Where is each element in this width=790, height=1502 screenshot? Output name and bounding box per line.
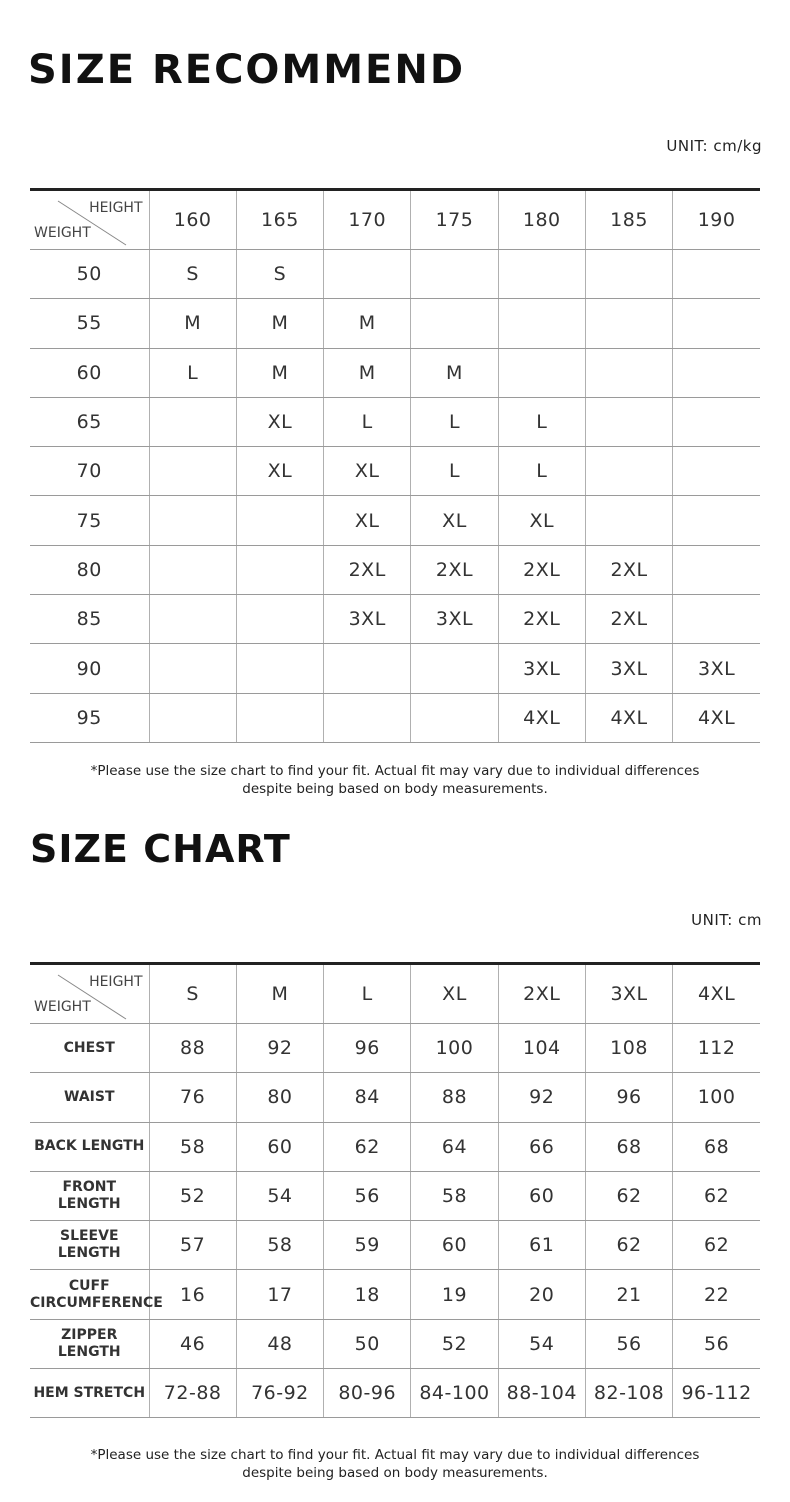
- height-column-header: 185: [585, 190, 672, 250]
- recommend-row: [30, 496, 760, 545]
- size-cell: 4XL: [673, 693, 760, 742]
- measurement-label: [30, 1171, 149, 1220]
- corner-weight-label: WEIGHT: [34, 999, 91, 1015]
- measurement-label: [30, 1270, 163, 1319]
- measurement-value: 57: [149, 1221, 236, 1270]
- measurement-value: 19: [411, 1270, 498, 1319]
- size-cell: [673, 545, 760, 594]
- measurement-label: [30, 1073, 149, 1122]
- weight-row-label: 75: [30, 496, 149, 545]
- size-cell: 2XL: [498, 545, 585, 594]
- size-cell: [149, 496, 236, 545]
- measurement-value: 17: [236, 1270, 323, 1319]
- corner-height-label: HEIGHT: [89, 200, 143, 216]
- size-cell: [498, 250, 585, 299]
- measurement-value: 58: [236, 1221, 323, 1270]
- measurement-label: [30, 1122, 149, 1171]
- size-cell: [149, 693, 236, 742]
- size-cell: S: [236, 250, 323, 299]
- measurement-value: 56: [324, 1171, 411, 1220]
- measurement-value: 60: [498, 1171, 585, 1220]
- size-cell: [585, 496, 672, 545]
- note-line: despite being based on body measurements.: [242, 1465, 548, 1481]
- size-cell: 2XL: [585, 545, 672, 594]
- size-column-header: S: [149, 964, 236, 1024]
- measurement-value: 56: [673, 1319, 760, 1368]
- size-cell: [324, 644, 411, 693]
- size-cell: [149, 644, 236, 693]
- measurement-label: [30, 1221, 149, 1270]
- size-recommend-title: SIZE RECOMMEND: [28, 47, 466, 93]
- recommend-row: [30, 397, 760, 446]
- size-cell: 2XL: [498, 595, 585, 644]
- size-cell: [585, 348, 672, 397]
- measurement-value: 59: [324, 1221, 411, 1270]
- recommend-fit-note: [0, 762, 790, 798]
- size-cell: [585, 250, 672, 299]
- measurement-value: 16: [149, 1270, 236, 1319]
- size-cell: [673, 397, 760, 446]
- size-cell: 2XL: [411, 545, 498, 594]
- recommend-row: [30, 595, 760, 644]
- measurement-value: 62: [673, 1221, 760, 1270]
- size-chart-table: [30, 962, 760, 1418]
- measurement-row: [30, 1270, 760, 1319]
- measurement-value: 60: [411, 1221, 498, 1270]
- measurement-value: 62: [324, 1122, 411, 1171]
- measurement-value: 96: [324, 1024, 411, 1073]
- size-cell: L: [324, 397, 411, 446]
- size-cell: [324, 250, 411, 299]
- measurement-value: 22: [673, 1270, 760, 1319]
- measurement-row: [30, 1073, 760, 1122]
- measurement-value: 88: [149, 1024, 236, 1073]
- size-cell: [236, 693, 323, 742]
- measurement-label-line: CUFF: [68, 1277, 110, 1294]
- size-cell: [149, 545, 236, 594]
- measurement-label-line: FRONT LENGTH: [57, 1179, 121, 1213]
- measurement-value: 50: [324, 1319, 411, 1368]
- measurement-value: 58: [411, 1171, 498, 1220]
- chart-fit-note: [0, 1446, 790, 1482]
- weight-row-label: 95: [30, 693, 149, 742]
- measurement-value: 84: [324, 1073, 411, 1122]
- measurement-value: 88: [411, 1073, 498, 1122]
- recommend-row: [30, 693, 760, 742]
- measurement-value: 46: [149, 1319, 236, 1368]
- size-cell: [236, 644, 323, 693]
- measurement-value: 56: [585, 1319, 672, 1368]
- size-cell: 3XL: [673, 644, 760, 693]
- size-cell: L: [411, 397, 498, 446]
- size-cell: M: [236, 348, 323, 397]
- size-cell: [324, 693, 411, 742]
- size-cell: L: [498, 397, 585, 446]
- weight-row-label: 80: [30, 545, 149, 594]
- size-recommend-table: [30, 188, 760, 743]
- size-cell: [411, 644, 498, 693]
- measurement-label-line: CIRCUMFERENCE: [30, 1294, 163, 1311]
- note-line: despite being based on body measurements.: [242, 781, 548, 797]
- measurement-value: 72-88: [149, 1369, 236, 1418]
- size-cell: [498, 348, 585, 397]
- measurement-label-line: CHEST: [63, 1039, 115, 1056]
- size-cell: M: [149, 299, 236, 348]
- measurement-label: [30, 1369, 149, 1418]
- chart-unit-label: UNIT: cm: [691, 911, 762, 929]
- recommend-row: [30, 545, 760, 594]
- measurement-value: 54: [498, 1319, 585, 1368]
- size-cell: 4XL: [498, 693, 585, 742]
- size-cell: S: [149, 250, 236, 299]
- size-cell: M: [324, 348, 411, 397]
- size-cell: 3XL: [498, 644, 585, 693]
- size-cell: L: [149, 348, 236, 397]
- measurement-value: 96-112: [673, 1369, 760, 1418]
- size-column-header: L: [324, 964, 411, 1024]
- height-column-header: 160: [149, 190, 236, 250]
- weight-row-label: 85: [30, 595, 149, 644]
- measurement-row: [30, 1122, 760, 1171]
- height-column-header: 175: [411, 190, 498, 250]
- height-column-header: 180: [498, 190, 585, 250]
- size-cell: [585, 447, 672, 496]
- size-column-header: M: [236, 964, 323, 1024]
- size-cell: [149, 595, 236, 644]
- measurement-label-line: HEM STRETCH: [33, 1384, 146, 1401]
- measurement-value: 96: [585, 1073, 672, 1122]
- size-chart-title: SIZE CHART: [30, 827, 291, 871]
- size-cell: [149, 447, 236, 496]
- measurement-value: 88-104: [498, 1369, 585, 1418]
- recommend-row: [30, 447, 760, 496]
- measurement-value: 20: [498, 1270, 585, 1319]
- measurement-value: 61: [498, 1221, 585, 1270]
- size-cell: 2XL: [585, 595, 672, 644]
- size-cell: [673, 447, 760, 496]
- size-cell: XL: [236, 447, 323, 496]
- size-cell: [585, 299, 672, 348]
- measurement-value: 21: [585, 1270, 672, 1319]
- size-cell: [411, 250, 498, 299]
- recommend-row: [30, 250, 760, 299]
- size-cell: [236, 545, 323, 594]
- corner-weight-label: WEIGHT: [34, 225, 91, 241]
- size-cell: XL: [236, 397, 323, 446]
- measurement-value: 62: [673, 1171, 760, 1220]
- weight-row-label: 65: [30, 397, 149, 446]
- size-cell: [498, 299, 585, 348]
- measurement-value: 104: [498, 1024, 585, 1073]
- size-cell: [411, 693, 498, 742]
- measurement-label: [30, 1319, 149, 1368]
- size-cell: [673, 496, 760, 545]
- note-line: *Please use the size chart to find your fit. Actual fit may vary due to individual differences: [90, 763, 700, 779]
- size-cell: [585, 397, 672, 446]
- size-cell: 2XL: [324, 545, 411, 594]
- size-cell: L: [411, 447, 498, 496]
- measurement-value: 18: [324, 1270, 411, 1319]
- measurement-value: 80: [236, 1073, 323, 1122]
- measurement-label-line: SLEEVE LENGTH: [57, 1228, 121, 1262]
- measurement-value: 92: [236, 1024, 323, 1073]
- size-cell: [673, 299, 760, 348]
- measurement-row: [30, 1221, 760, 1270]
- measurement-value: 100: [673, 1073, 760, 1122]
- size-column-header: 4XL: [673, 964, 760, 1024]
- size-column-header: XL: [411, 964, 498, 1024]
- size-cell: XL: [411, 496, 498, 545]
- measurement-row: [30, 1171, 760, 1220]
- measurement-value: 76-92: [236, 1369, 323, 1418]
- size-cell: M: [236, 299, 323, 348]
- size-cell: [673, 250, 760, 299]
- measurement-row: [30, 1319, 760, 1368]
- measurement-value: 84-100: [411, 1369, 498, 1418]
- measurement-value: 68: [585, 1122, 672, 1171]
- measurement-value: 100: [411, 1024, 498, 1073]
- height-column-header: 170: [324, 190, 411, 250]
- measurement-value: 52: [149, 1171, 236, 1220]
- size-cell: 3XL: [585, 644, 672, 693]
- measurement-value: 108: [585, 1024, 672, 1073]
- size-cell: 3XL: [324, 595, 411, 644]
- measurement-value: 82-108: [585, 1369, 672, 1418]
- size-cell: XL: [324, 447, 411, 496]
- recommend-row: [30, 644, 760, 693]
- measurement-value: 58: [149, 1122, 236, 1171]
- size-cell: [236, 595, 323, 644]
- recommend-row: [30, 348, 760, 397]
- measurement-value: 62: [585, 1171, 672, 1220]
- size-cell: 3XL: [411, 595, 498, 644]
- size-column-header: 3XL: [585, 964, 672, 1024]
- height-column-header: 165: [236, 190, 323, 250]
- measurement-value: 76: [149, 1073, 236, 1122]
- measurement-value: 60: [236, 1122, 323, 1171]
- chart-header-row: [30, 964, 760, 1024]
- measurement-label: [30, 1024, 149, 1073]
- size-cell: [411, 299, 498, 348]
- size-cell: [149, 397, 236, 446]
- size-cell: [236, 496, 323, 545]
- recommend-header-row: [30, 190, 760, 250]
- weight-row-label: 55: [30, 299, 149, 348]
- size-cell: XL: [324, 496, 411, 545]
- recommend-row: [30, 299, 760, 348]
- weight-row-label: 70: [30, 447, 149, 496]
- weight-row-label: 90: [30, 644, 149, 693]
- measurement-value: 62: [585, 1221, 672, 1270]
- size-cell: [673, 348, 760, 397]
- measurement-value: 54: [236, 1171, 323, 1220]
- recommend-corner-cell: [30, 190, 149, 250]
- measurement-value: 92: [498, 1073, 585, 1122]
- size-cell: 4XL: [585, 693, 672, 742]
- measurement-value: 112: [673, 1024, 760, 1073]
- size-column-header: 2XL: [498, 964, 585, 1024]
- measurement-label-line: WAIST: [64, 1088, 115, 1105]
- weight-row-label: 50: [30, 250, 149, 299]
- corner-height-label: HEIGHT: [89, 974, 143, 990]
- measurement-row: [30, 1024, 760, 1073]
- measurement-value: 48: [236, 1319, 323, 1368]
- size-cell: L: [498, 447, 585, 496]
- measurement-value: 68: [673, 1122, 760, 1171]
- recommend-unit-label: UNIT: cm/kg: [666, 137, 762, 155]
- note-line: *Please use the size chart to find your fit. Actual fit may vary due to individual differences: [90, 1447, 700, 1463]
- size-cell: M: [411, 348, 498, 397]
- measurement-row: [30, 1369, 760, 1418]
- height-column-header: 190: [673, 190, 760, 250]
- size-cell: XL: [498, 496, 585, 545]
- measurement-value: 64: [411, 1122, 498, 1171]
- size-cell: M: [324, 299, 411, 348]
- chart-corner-cell: [30, 964, 149, 1024]
- measurement-label-line: BACK LENGTH: [34, 1138, 145, 1155]
- measurement-value: 52: [411, 1319, 498, 1368]
- measurement-label-line: ZIPPER LENGTH: [57, 1326, 121, 1360]
- weight-row-label: 60: [30, 348, 149, 397]
- size-cell: [673, 595, 760, 644]
- measurement-value: 80-96: [324, 1369, 411, 1418]
- measurement-value: 66: [498, 1122, 585, 1171]
